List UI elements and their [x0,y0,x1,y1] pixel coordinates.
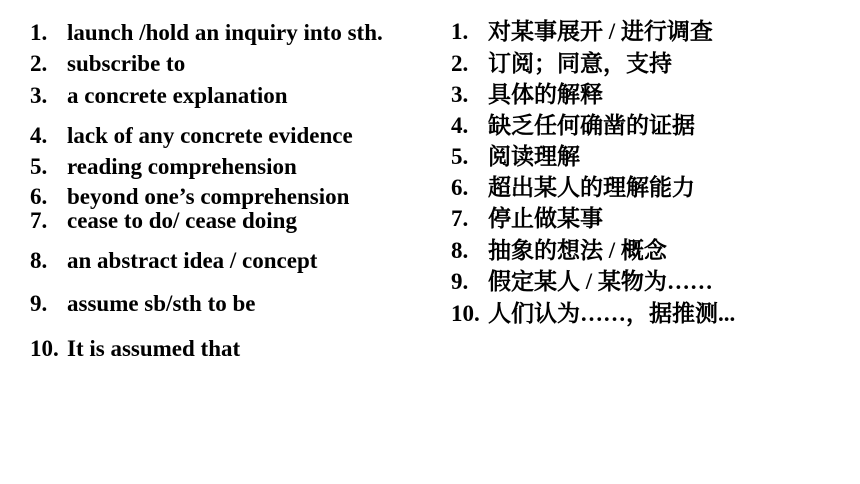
item-text: cease to do/ cease doing [67,208,297,233]
item-number: 6. [451,175,469,200]
item-text: 停止做某事 [488,206,603,231]
item-number: 8. [451,238,469,263]
item-text: lack of any concrete evidence [67,123,353,148]
chinese-item-9 [451,270,713,293]
item-number: 5. [451,144,469,169]
chinese-item-1 [451,20,713,43]
item-text: 人们认为……，据推测... [488,301,736,326]
item-number: 3. [30,83,48,108]
english-item-3 [30,84,288,107]
item-number: 4. [30,123,48,148]
item-text: launch /hold an inquiry into sth. [67,20,383,45]
item-text: assume sb/sth to be [67,291,256,316]
chinese-item-8 [451,239,667,262]
english-item-8 [30,249,317,272]
item-number: 10. [451,301,480,326]
english-item-1 [30,21,383,44]
item-number: 1. [451,19,469,44]
item-number: 9. [451,269,469,294]
chinese-item-3 [451,83,603,106]
item-number: 4. [451,113,469,138]
chinese-item-7 [451,207,603,230]
chinese-item-6 [451,176,695,199]
item-number: 5. [30,154,48,179]
item-number: 7. [30,208,48,233]
english-item-6 [30,185,349,208]
item-text: 对某事展开 / 进行调查 [488,19,713,44]
english-item-5 [30,155,297,178]
item-text: beyond one’s comprehension [67,184,350,209]
item-number: 10. [30,336,59,361]
item-number: 1. [30,20,48,45]
item-text: 阅读理解 [488,144,580,169]
item-text: 订阅；同意，支持 [488,51,672,76]
chinese-item-2 [451,52,672,75]
item-number: 6. [30,184,48,209]
item-text: 具体的解释 [488,82,603,107]
english-item-9 [30,292,256,315]
english-item-10 [30,337,240,360]
item-text: a concrete explanation [67,83,288,108]
item-number: 8. [30,248,48,273]
item-text: reading comprehension [67,154,297,179]
item-text: It is assumed that [67,336,241,361]
item-text: 抽象的想法 / 概念 [488,238,667,263]
item-number: 2. [30,51,48,76]
item-text: 超出某人的理解能力 [488,175,695,200]
item-text: an abstract idea / concept [67,248,318,273]
english-item-7 [30,209,297,232]
english-item-4 [30,124,353,147]
item-text: 假定某人 / 某物为…… [488,269,713,294]
chinese-item-5 [451,145,580,168]
item-number: 3. [451,82,469,107]
chinese-item-10 [451,302,735,325]
item-text: 缺乏任何确凿的证据 [488,113,695,138]
item-text: subscribe to [67,51,186,76]
item-number: 2. [451,51,469,76]
english-item-2 [30,52,185,75]
item-number: 9. [30,291,48,316]
chinese-item-4 [451,114,695,137]
item-number: 7. [451,206,469,231]
